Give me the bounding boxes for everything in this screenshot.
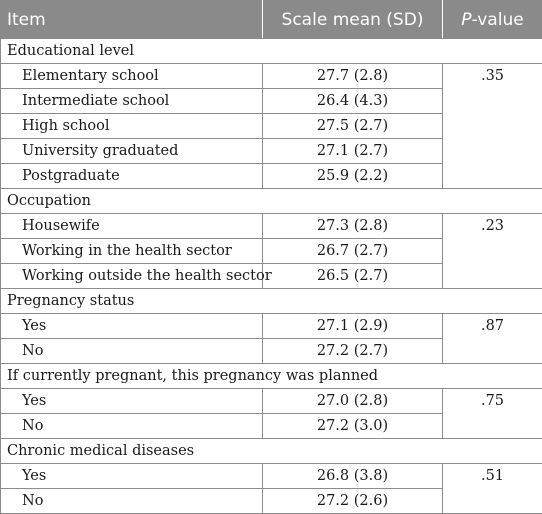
row-label: No bbox=[1, 339, 263, 364]
group-row bbox=[1, 439, 542, 464]
row-label: Elementary school bbox=[1, 64, 263, 89]
table-row bbox=[1, 64, 542, 89]
row-label: Yes bbox=[1, 314, 263, 339]
group-row bbox=[1, 39, 542, 64]
row-label: No bbox=[1, 489, 263, 514]
p-value-suffix: -value bbox=[472, 10, 524, 30]
column-header-p-value bbox=[443, 1, 542, 39]
row-label: Intermediate school bbox=[1, 89, 263, 114]
group-row bbox=[1, 364, 542, 389]
table-row bbox=[1, 314, 542, 339]
row-label: Working outside the health sector bbox=[1, 264, 263, 289]
column-header-item: Item bbox=[1, 1, 263, 39]
p-value: .35 bbox=[443, 64, 542, 189]
scale-mean-value: 27.1 (2.7) bbox=[263, 139, 443, 164]
row-label: Working in the health sector bbox=[1, 239, 263, 264]
scale-mean-value: 26.8 (3.8) bbox=[263, 464, 443, 489]
p-value: .87 bbox=[443, 314, 542, 364]
p-value-italic-p: P bbox=[461, 10, 471, 30]
row-label: Housewife bbox=[1, 214, 263, 239]
scale-mean-value: 26.4 (4.3) bbox=[263, 89, 443, 114]
scale-mean-value: 27.2 (2.7) bbox=[263, 339, 443, 364]
scale-mean-value: 25.9 (2.2) bbox=[263, 164, 443, 189]
column-header-scale-mean: Scale mean (SD) bbox=[263, 1, 443, 39]
group-title: Educational level bbox=[1, 39, 542, 64]
scale-mean-value: 27.2 (2.6) bbox=[263, 489, 443, 514]
group-title: Pregnancy status bbox=[1, 289, 542, 314]
scale-mean-value: 27.2 (3.0) bbox=[263, 414, 443, 439]
scale-mean-value: 27.0 (2.8) bbox=[263, 389, 443, 414]
scale-mean-value: 27.5 (2.7) bbox=[263, 114, 443, 139]
table-body bbox=[1, 39, 542, 514]
group-title: Occupation bbox=[1, 189, 542, 214]
group-row bbox=[1, 189, 542, 214]
scale-mean-value: 27.7 (2.8) bbox=[263, 64, 443, 89]
p-value: .75 bbox=[443, 389, 542, 439]
table-row bbox=[1, 214, 542, 239]
row-label: High school bbox=[1, 114, 263, 139]
group-title: If currently pregnant, this pregnancy was planned bbox=[1, 364, 542, 389]
row-label: Yes bbox=[1, 464, 263, 489]
p-value: .23 bbox=[443, 214, 542, 289]
row-label: Yes bbox=[1, 389, 263, 414]
table-row bbox=[1, 389, 542, 414]
group-row bbox=[1, 289, 542, 314]
row-label: University graduated bbox=[1, 139, 263, 164]
scale-mean-value: 27.1 (2.9) bbox=[263, 314, 443, 339]
group-title: Chronic medical diseases bbox=[1, 439, 542, 464]
row-label: No bbox=[1, 414, 263, 439]
header-row bbox=[1, 1, 542, 39]
table-row bbox=[1, 464, 542, 489]
row-label: Postgraduate bbox=[1, 164, 263, 189]
scale-mean-value: 26.5 (2.7) bbox=[263, 264, 443, 289]
p-value: .51 bbox=[443, 464, 542, 514]
scale-mean-value: 27.3 (2.8) bbox=[263, 214, 443, 239]
scale-mean-value: 26.7 (2.7) bbox=[263, 239, 443, 264]
